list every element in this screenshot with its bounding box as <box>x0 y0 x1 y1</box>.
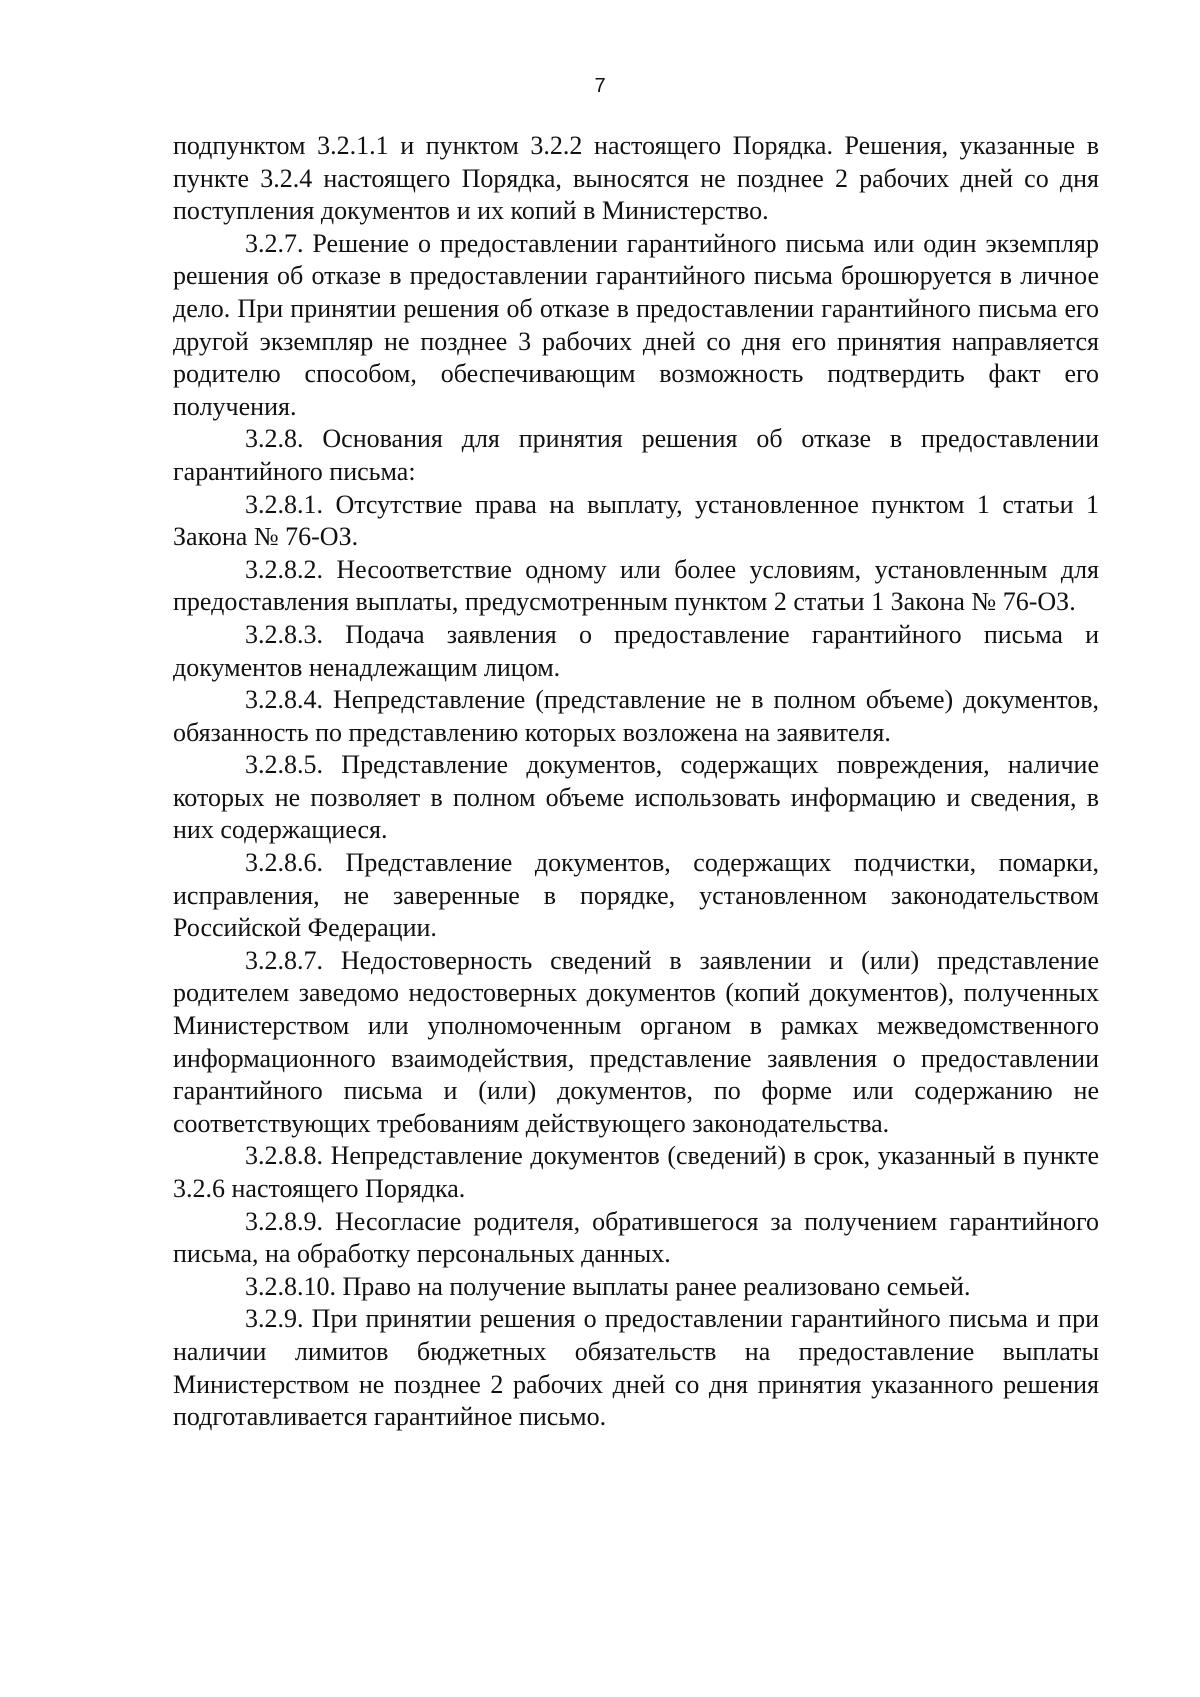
paragraph-3-2-8-10: 3.2.8.10. Право на получение выплаты ранее реализовано семьей. <box>245 1271 971 1301</box>
paragraph-3-2-8-3: 3.2.8.3. Подача заявления о предоставление гарантийного письма и документов ненадлежащим лицом. <box>173 619 1099 682</box>
paragraph-3-2-8: 3.2.8. Основания для принятия решения об отказе в предоставлении гарантийного письма: <box>173 424 1099 486</box>
document-body <box>173 130 1099 1434</box>
paragraph-3-2-7: 3.2.7. Решение о предоставлении гарантийного письма или один экземпляр решения об отказе в предоставлении гарантийного письма брошюруется в личное дело. При принятии решения об отказе в предоставлении гарантийного письма его другой экземпляр не позднее 3 рабочих дней со дня его принятия направляется родителю способом, обеспечивающим возможность подтвердить факт его получения. <box>173 228 1099 421</box>
paragraph-3-2-8-4: 3.2.8.4. Непредставление (представление не в полном объеме) документов, обязанность по представлению которых возложена на заявителя. <box>173 685 1099 747</box>
paragraph-3-2-8-8: 3.2.8.8. Непредставление документов (сведений) в срок, указанный в пункте 3.2.6 настоящего Порядка. <box>173 1141 1099 1203</box>
paragraph-continuation: подпунктом 3.2.1.1 и пунктом 3.2.2 настоящего Порядка. Решения, указанные в пункте 3.2.4 настоящего Порядка, выносятся не позднее 2 рабочих дней со дня поступления документов и их копий в Министерство. <box>173 131 1099 226</box>
paragraph-3-2-8-9: 3.2.8.9. Несогласие родителя, обратившегося за получением гарантийного письма, на обработку персональных данных. <box>173 1206 1099 1269</box>
paragraph-3-2-8-2: 3.2.8.2. Несоответствие одному или более условиям, установленным для предоставления выплаты, предусмотренным пунктом 2 статьи 1 Закона № 76-ОЗ. <box>173 554 1099 617</box>
paragraph-3-2-8-1: 3.2.8.1. Отсутствие права на выплату, установленное пунктом 1 статьи 1 Закона № 76-ОЗ. <box>173 489 1099 552</box>
paragraph-3-2-8-5: 3.2.8.5. Представление документов, содержащих повреждения, наличие которых не позволяет в полном объеме использовать информацию и сведения, в них содержащиеся. <box>173 750 1099 845</box>
paragraph-3-2-8-7: 3.2.8.7. Недостоверность сведений в заявлении и (или) представление родителем заведомо недостоверных документов (копий документов), полученных Министерством или уполномоченным органом в рамках межведомственного информационного взаимодействия, представление заявления о предоставлении гарантийного письма и (или) документов, по форме или содержанию не соответствующих требованиям действующего законодательства. <box>173 945 1099 1138</box>
paragraph-3-2-8-6: 3.2.8.6. Представление документов, содержащих подчистки, помарки, исправления, не заверенные в порядке, установленном законодательством Российской Федерации. <box>173 848 1099 943</box>
paragraph-3-2-9: 3.2.9. При принятии решения о предоставлении гарантийного письма и при наличии лимитов бюджетных обязательств на предоставление выплаты Министерством не позднее 2 рабочих дней со дня принятия указанного решения подготавливается гарантийное письмо. <box>173 1304 1099 1432</box>
page-number: 7 <box>594 75 606 97</box>
